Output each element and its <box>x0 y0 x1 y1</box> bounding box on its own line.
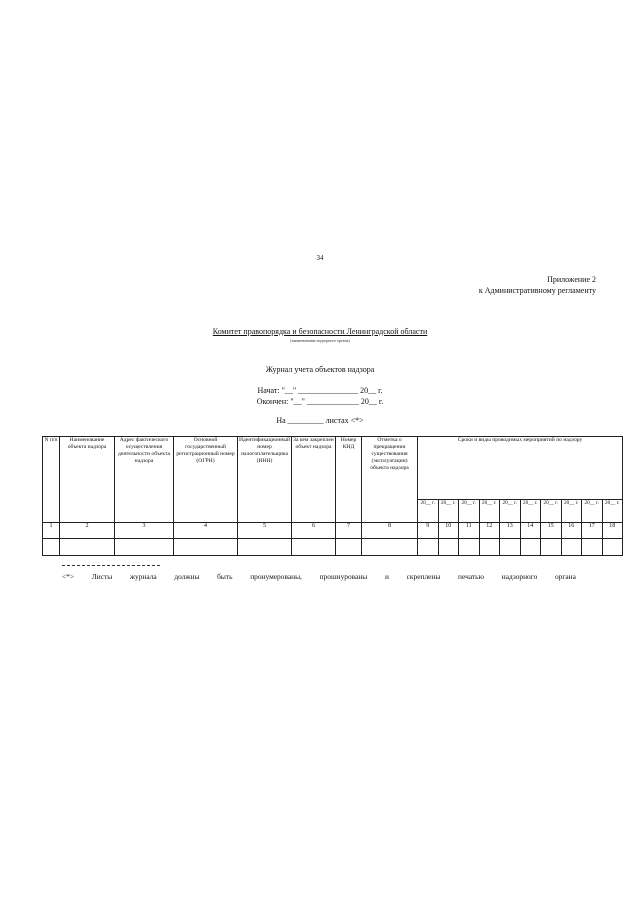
column-number: 18 <box>602 523 623 539</box>
table-row <box>43 539 623 556</box>
column-number: 9 <box>418 523 439 539</box>
footnote-word: печатью <box>458 572 485 581</box>
footnote-word: должны <box>174 572 200 581</box>
column-number: 10 <box>438 523 459 539</box>
column-number: 6 <box>292 523 336 539</box>
header-cell: Номер КНД <box>336 437 362 523</box>
year-cell: 20__ г. <box>500 500 521 523</box>
footnote-word: быть <box>217 572 233 581</box>
empty-cell <box>418 539 439 556</box>
year-cell: 20__ г. <box>520 500 541 523</box>
year-cell: 20__ г. <box>541 500 562 523</box>
empty-cell <box>561 539 582 556</box>
year-cell: 20__ г. <box>561 500 582 523</box>
empty-cell <box>459 539 480 556</box>
year-cell: 20__ г. <box>438 500 459 523</box>
column-number: 15 <box>541 523 562 539</box>
empty-cell <box>115 539 174 556</box>
header-cell: N п/п <box>43 437 60 523</box>
register-table <box>42 436 623 556</box>
journal-dates <box>0 385 640 407</box>
empty-cell <box>438 539 459 556</box>
column-number: 1 <box>43 523 60 539</box>
column-number: 11 <box>459 523 480 539</box>
footnote-word: надзорного <box>501 572 538 581</box>
journal-started: Начат: "__" _______________ 20__ г. <box>257 386 383 395</box>
column-number: 2 <box>60 523 115 539</box>
year-cell: 20__ г. <box>459 500 480 523</box>
empty-cell <box>479 539 500 556</box>
year-cell: 20__ г. <box>602 500 623 523</box>
empty-cell <box>500 539 521 556</box>
column-number: 13 <box>500 523 521 539</box>
empty-cell <box>520 539 541 556</box>
table-header-row <box>43 437 623 500</box>
organization-name: Комитет правопорядка и безопасности Ленинградской области <box>212 327 428 336</box>
empty-cell <box>602 539 623 556</box>
appendix-reference <box>479 274 596 296</box>
column-number-row <box>43 523 623 539</box>
header-cell: Отметка о прекращении существования (эксплуатации) объекта надзора <box>362 437 418 523</box>
empty-cell <box>541 539 562 556</box>
organization-caption: (наименование надзорного органа) <box>290 338 350 343</box>
empty-cell <box>174 539 238 556</box>
column-number: 17 <box>582 523 603 539</box>
footnote-word: <*> <box>62 572 75 581</box>
column-number: 14 <box>520 523 541 539</box>
journal-sheets: На _________ листах <*> <box>276 416 364 425</box>
empty-cell <box>60 539 115 556</box>
footnote-word: прошнурованы <box>319 572 368 581</box>
header-cell-group: Сроки и виды проводимых мероприятий по надзору <box>418 437 623 500</box>
empty-cell <box>336 539 362 556</box>
year-cell: 20__ г. <box>479 500 500 523</box>
footnote-text <box>62 572 576 581</box>
column-number: 12 <box>479 523 500 539</box>
header-cell: Идентификационный номер налогоплательщика (ИНН) <box>238 437 292 523</box>
footnote-separator <box>62 565 160 566</box>
footnote-word: и <box>384 572 389 581</box>
footnote-word: скреплены <box>406 572 441 581</box>
journal-ended: Окончен: "__" _____________ 20__ г. <box>256 397 384 406</box>
page-number: 34 <box>316 254 324 262</box>
column-number: 8 <box>362 523 418 539</box>
footnote-word: Листы <box>91 572 113 581</box>
empty-cell <box>582 539 603 556</box>
column-number: 16 <box>561 523 582 539</box>
footnote-word: пронумерованы, <box>250 572 302 581</box>
column-number: 5 <box>238 523 292 539</box>
empty-cell <box>362 539 418 556</box>
footnote-word: органа <box>554 572 576 581</box>
column-number: 3 <box>115 523 174 539</box>
header-cell: Основной государственный регистрационный номер (ОГРН) <box>174 437 238 523</box>
journal-title: Журнал учета объектов надзора <box>265 365 375 374</box>
header-cell: Наименование объекта надзора <box>60 437 115 523</box>
column-number: 7 <box>336 523 362 539</box>
year-cell: 20__ г. <box>582 500 603 523</box>
empty-cell <box>238 539 292 556</box>
appendix-line-2: к Административному регламенту <box>478 286 596 295</box>
appendix-line-1: Приложение 2 <box>547 275 596 284</box>
column-number: 4 <box>174 523 238 539</box>
year-cell: 20__ г. <box>418 500 439 523</box>
empty-cell <box>292 539 336 556</box>
header-cell: За кем закреплен объект надзора <box>292 437 336 523</box>
empty-cell <box>43 539 60 556</box>
header-cell: Адрес фактического осуществления деятельности объекта надзора <box>115 437 174 523</box>
footnote-word: журнала <box>129 572 157 581</box>
